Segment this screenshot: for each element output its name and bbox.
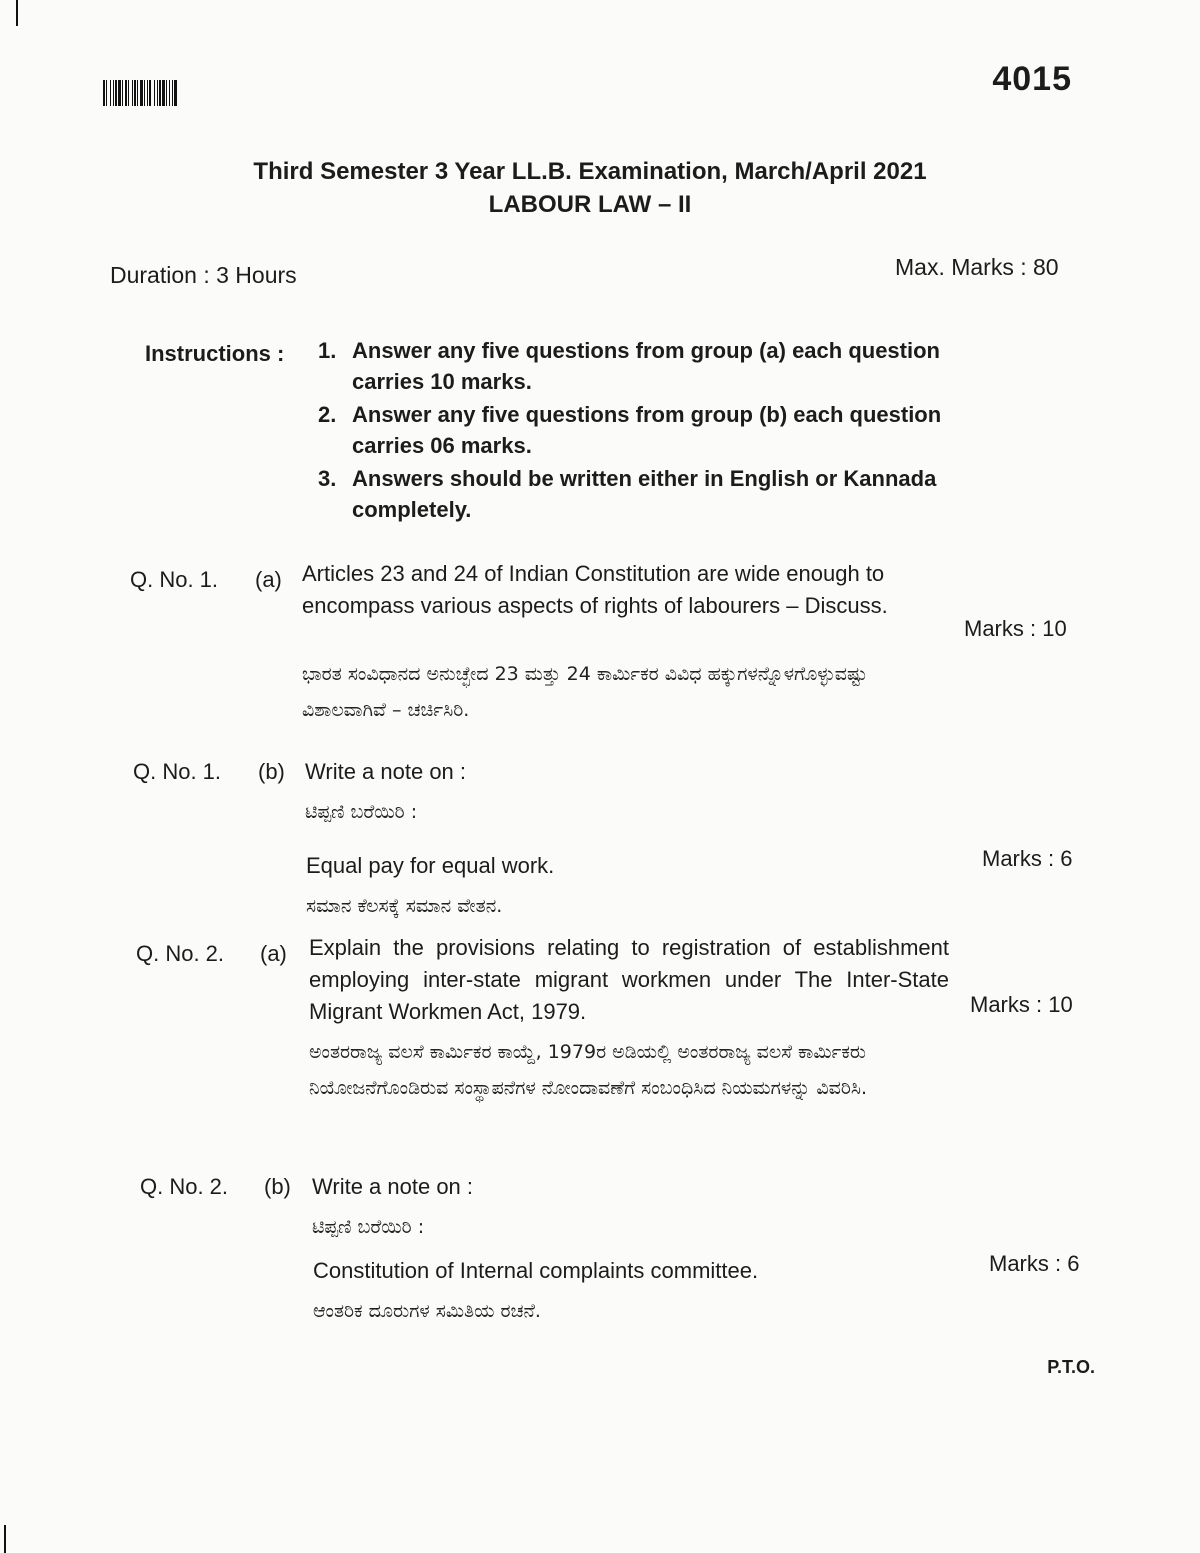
question-intro-kannada: ಟಿಪ್ಪಣಿ ಬರೆಯಿರಿ : xyxy=(305,801,418,823)
paper-code: 4015 xyxy=(992,60,1072,98)
instruction-text: Answers should be written either in English or Kannada completely. xyxy=(352,466,937,522)
pto-note: P.T.O. xyxy=(1047,1357,1095,1377)
question-topic: Constitution of Internal complaints committee. xyxy=(313,1258,759,1283)
marks: Marks : 6 xyxy=(982,846,1073,871)
question-intro-kannada: ಟಿಪ್ಪಣಿ ಬರೆಯಿರಿ : xyxy=(312,1216,425,1238)
question-text-kannada: ಅಂತರರಾಜ್ಯ ವಲಸೆ ಕಾರ್ಮಿಕರ ಕಾಯ್ದೆ, 1979ರ ಅಡಿಯಲ್ಲಿ ಅಂತರರಾಜ್ಯ ವಲಸೆ ಕಾರ್ಮಿಕರು ನಿಯೋಜನೆಗೊಂಡಿರುವ ಸಂಸ್ಥಾಪನೆಗಳ ನೋಂದಾವಣೆಗೆ ಸಂಬಂಧಿಸಿದ ನಿಯಮಗಳನ್ನು ವಿವರಿಸಿ. xyxy=(309,1041,868,1099)
instruction-text: Answer any five questions from group (b) each question carries 06 marks. xyxy=(352,402,942,458)
instruction-item xyxy=(318,335,943,397)
question-number: Q. No. 1. xyxy=(133,759,222,784)
question-number: Q. No. 1. xyxy=(130,567,219,592)
question-text: Write a note on : xyxy=(305,759,467,784)
question-number: Q. No. 2. xyxy=(140,1174,229,1199)
question-topic-kannada: ಸಮಾನ ಕೆಲಸಕ್ಕೆ ಸಮಾನ ವೇತನ. xyxy=(306,895,503,917)
duration: Duration : 3 Hours xyxy=(110,262,297,288)
scan-edge-mark-top xyxy=(16,0,18,26)
instruction-text: Answer any five questions from group (a) each question carries 10 marks. xyxy=(352,338,940,394)
instructions-label: Instructions : xyxy=(145,341,285,366)
instruction-item xyxy=(318,399,943,461)
question-part: (a) xyxy=(255,567,282,592)
question-topic-kannada: ಆಂತರಿಕ ದೂರುಗಳ ಸಮಿತಿಯ ರಚನೆ. xyxy=(313,1300,541,1322)
question-text: Write a note on : xyxy=(312,1174,474,1199)
question-text-kannada: ಭಾರತ ಸಂವಿಧಾನದ ಅನುಚ್ಛೇದ 23 ಮತ್ತು 24 ಕಾರ್ಮಿಕರ ವಿವಿಧ ಹಕ್ಕುಗಳನ್ನೊಳಗೊಳ್ಳುವಷ್ಟು ವಿಶಾಲವಾಗಿವೆ – ಚರ್ಚಿಸಿರಿ. xyxy=(302,663,868,721)
question-part: (b) xyxy=(258,759,285,784)
question-text: Articles 23 and 24 of Indian Constitution are wide enough to encompass various aspects of rights of labourers – Discuss. xyxy=(302,561,888,618)
barcode-bar xyxy=(177,80,178,106)
instruction-number: 3. xyxy=(318,466,337,491)
barcode xyxy=(103,80,228,106)
scan-edge-mark-bottom xyxy=(4,1525,6,1553)
exam-title: Third Semester 3 Year LL.B. Examination, March/April 2021 xyxy=(253,158,927,185)
instruction-number: 1. xyxy=(318,338,337,363)
marks: Marks : 6 xyxy=(989,1251,1080,1276)
question-number: Q. No. 2. xyxy=(136,941,225,966)
instructions-list xyxy=(318,335,943,527)
instruction-number: 2. xyxy=(318,402,337,427)
max-marks: Max. Marks : 80 xyxy=(895,254,1059,280)
marks: Marks : 10 xyxy=(964,616,1067,641)
subject-title: LABOUR LAW – II xyxy=(488,191,692,218)
question-part: (a) xyxy=(260,941,287,966)
question-part: (b) xyxy=(264,1174,291,1199)
instruction-item xyxy=(318,463,943,525)
question-topic: Equal pay for equal work. xyxy=(306,853,555,878)
marks: Marks : 10 xyxy=(970,992,1073,1017)
question-text: Explain the provisions relating to registration of establishment employing inter-state migrant workmen under The Inter-State Migrant Workmen Act, 1979. xyxy=(309,935,949,1024)
